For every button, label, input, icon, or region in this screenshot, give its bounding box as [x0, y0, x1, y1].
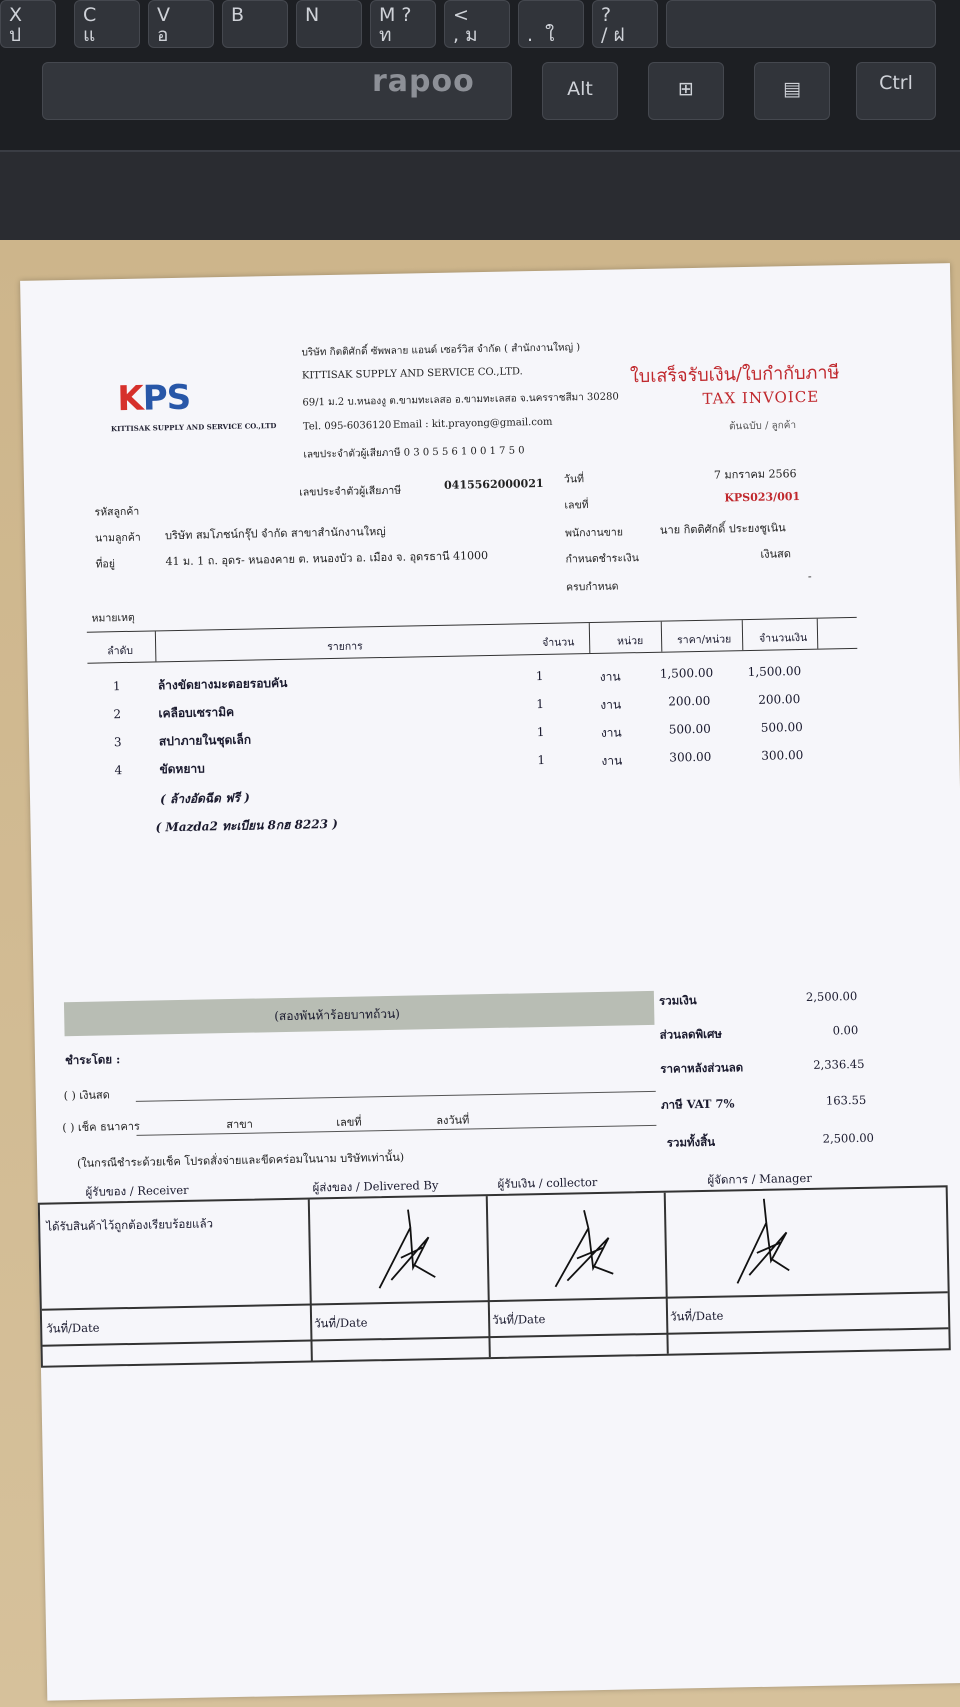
- item-note: ( ล้างอัดฉีด ฟรี ): [159, 790, 250, 807]
- received-ok-text: ได้รับสินค้าไว้ถูกต้องเรียบร้อยแล้ว: [46, 1216, 214, 1234]
- row-qty: 1: [536, 724, 545, 740]
- after-discount-value: 2,336.45: [813, 1056, 865, 1072]
- vehicle-note: ( Mazda2 ทะเบียน 8กฮ 8223 ): [155, 816, 338, 835]
- terms-value: เงินสด: [760, 547, 792, 561]
- row-price: 500.00: [668, 721, 711, 737]
- key-x: X ป: [0, 0, 56, 48]
- key-period: . ใ: [518, 0, 584, 48]
- row-price: 1,500.00: [659, 665, 714, 681]
- row-unit: งาน: [601, 753, 623, 768]
- col-divider: [661, 622, 663, 652]
- copy-label: ต้นฉบับ / ลูกค้า: [728, 420, 797, 433]
- customer-code-label: รหัสลูกค้า: [94, 505, 140, 519]
- pay-cheque-option: ( ) เช็ค ธนาคาร: [62, 1119, 140, 1135]
- sig-date-label: วันที่/Date: [314, 1315, 368, 1331]
- invoice-paper: [20, 263, 960, 1701]
- key-v: V อ: [148, 0, 214, 48]
- delivered-label: ผู้ส่งของ / Delivered By: [312, 1178, 439, 1195]
- due-label: ครบกำหนด: [565, 580, 619, 594]
- key-m: M ? ท: [370, 0, 436, 48]
- row-item: สปาภายในชุดเล็ก: [158, 732, 252, 749]
- customer-name-value: บริษัท สมโภชน์กรุ๊ป จำกัด สาขาสำนักงานใหญ่: [164, 524, 386, 543]
- receiver-label: ผู้รับของ / Receiver: [85, 1182, 189, 1199]
- col-unit: หน่วย: [617, 635, 644, 648]
- row-amount: 500.00: [760, 719, 803, 735]
- sig-date-label: วันที่/Date: [46, 1320, 100, 1336]
- col-divider: [589, 623, 591, 653]
- sales-label: พนักงานขาย: [564, 526, 624, 540]
- company-tax-id: เลขประจำตัวผู้เสียภาษี 0 3 0 5 5 6 1 0 0 1 7 5 0: [303, 445, 525, 461]
- key-n: N: [296, 0, 362, 48]
- doc-title-th: ใบเสร็จรับเงิน/ใบกำกับภาษี: [629, 362, 840, 388]
- row-no: 4: [114, 763, 123, 778]
- company-email: Email : kit.prayong@gmail.com: [392, 416, 553, 431]
- row-price: 300.00: [669, 749, 712, 765]
- row-qty: 1: [535, 668, 544, 684]
- collector-signature: [548, 1206, 620, 1292]
- discount-label: ส่วนลดพิเศษ: [659, 1026, 723, 1042]
- row-price: 200.00: [668, 693, 711, 709]
- signature-table: [38, 1185, 951, 1367]
- customer-tax-label: เลขประจำตัวผู้เสียภาษี: [299, 484, 402, 499]
- delivered-signature: [370, 1207, 442, 1293]
- keyboard-edge: [0, 150, 960, 240]
- key-alt: Alt: [542, 62, 618, 120]
- sig-divider: [308, 1200, 313, 1361]
- pay-cash-option: ( ) เงินสด: [63, 1088, 110, 1103]
- sig-divider: [486, 1196, 491, 1357]
- sig-row-line: [43, 1327, 949, 1346]
- key-ctrl: Ctrl: [856, 62, 936, 120]
- terms-label: กำหนดชำระเงิน: [565, 552, 640, 566]
- company-address: 69/1 ม.2 บ.หนองงู ต.ขามทะเลสอ อ.ขามทะเลสอ จ.นครราชสีมา 30280: [302, 391, 619, 409]
- row-amount: 300.00: [761, 747, 804, 763]
- due-value: -: [807, 569, 812, 583]
- doc-no-label: เลขที่: [564, 499, 589, 512]
- row-unit: งาน: [600, 697, 622, 712]
- row-no: 3: [113, 735, 122, 750]
- customer-tax-value: 0415562000021: [443, 476, 544, 492]
- menu-key-icon: ▤: [754, 62, 830, 120]
- col-divider: [155, 631, 157, 661]
- row-qty: 1: [536, 696, 545, 712]
- logo-subtitle: KITTISAK SUPPLY AND SERVICE CO.,LTD: [110, 421, 277, 434]
- row-no: 1: [112, 679, 121, 694]
- key-slash: ? / ฝ: [592, 0, 658, 48]
- subtotal-label: รวมเงิน: [658, 993, 697, 1008]
- keyboard-brand: rapoo: [372, 64, 475, 99]
- cheque-underline: [137, 1125, 657, 1136]
- sig-divider: [664, 1193, 669, 1354]
- manager-label: ผู้จัดการ / Manager: [707, 1170, 812, 1187]
- cheque-branch-label: สาขา: [226, 1117, 254, 1132]
- cash-underline: [136, 1091, 656, 1102]
- windows-key-icon: ⊞: [648, 62, 724, 120]
- row-amount: 200.00: [758, 692, 801, 707]
- total-value: 2,500.00: [822, 1130, 875, 1146]
- amount-in-words-banner: [64, 991, 655, 1036]
- key-b: B: [222, 0, 288, 48]
- row-unit: งาน: [599, 669, 621, 684]
- sig-date-label: วันที่/Date: [491, 1312, 546, 1328]
- row-item: ขัดหยาบ: [159, 761, 205, 777]
- company-name-en: KITTISAK SUPPLY AND SERVICE CO.,LTD.: [301, 366, 523, 382]
- col-divider: [817, 619, 819, 649]
- doc-no-value: KPS023/001: [724, 489, 801, 505]
- cheque-note: (ในกรณีชำระด้วยเช็ค โปรดสั่งจ่ายและขีดคร่อมในนาม บริษัทเท่านั้น): [76, 1150, 405, 1170]
- subtotal-value: 2,500.00: [805, 988, 858, 1004]
- row-amount: 1,500.00: [747, 664, 802, 680]
- items-table-header: [87, 617, 857, 664]
- after-discount-label: ราคาหลังส่วนลด: [660, 1060, 744, 1076]
- col-no: ลำดับ: [107, 644, 134, 658]
- collector-label: ผู้รับเงิน / collector: [497, 1175, 598, 1191]
- cheque-number-label: เลขที่: [336, 1115, 362, 1130]
- date-value: 7 มกราคม 2566: [713, 467, 797, 482]
- customer-name-label: นามลูกค้า: [94, 531, 141, 545]
- doc-title-en: TAX INVOICE: [702, 387, 820, 408]
- col-item: รายการ: [327, 640, 363, 654]
- remark-label: หมายเหตุ: [91, 611, 135, 625]
- row-qty: 1: [537, 752, 546, 768]
- row-unit: งาน: [600, 725, 622, 740]
- row-item: ล้างขัดยางมะตอยรอบคัน: [157, 675, 288, 693]
- vat-label: ภาษี VAT 7%: [660, 1096, 735, 1112]
- manager-signature: [728, 1196, 800, 1287]
- key-shift: [666, 0, 936, 48]
- total-label: รวมทั้งสิ้น: [666, 1134, 716, 1150]
- row-item: เคลือบเซรามิค: [158, 704, 235, 721]
- company-logo: KPS: [116, 377, 191, 420]
- key-comma: < , ม: [444, 0, 510, 48]
- customer-addr-value: 41 ม. 1 ถ. อุดร- หนองคาย ต. หนองบัว อ. เมือง จ. อุดรธานี 41000: [165, 548, 489, 569]
- sales-value: นาย กิตติศักดิ์ ประยงชูเนิน: [659, 521, 786, 537]
- row-no: 2: [113, 707, 122, 722]
- col-amount: จำนวนเงิน: [758, 631, 808, 645]
- cheque-date-label: ลงวันที่: [436, 1113, 470, 1128]
- col-divider: [742, 620, 744, 650]
- vat-value: 163.55: [825, 1092, 867, 1108]
- discount-value: 0.00: [832, 1022, 859, 1038]
- key-c: C แ: [74, 0, 140, 48]
- sig-date-label: วันที่/Date: [669, 1308, 724, 1324]
- col-qty: จำนวน: [542, 636, 575, 649]
- sig-row-line: [42, 1291, 948, 1310]
- date-label: วันที่: [563, 473, 585, 486]
- amount-in-words: (สองพันห้าร้อยบาทถ้วน): [274, 1006, 401, 1024]
- company-name-th: บริษัท กิตติศักดิ์ ซัพพลาย แอนด์ เซอร์วิส จำกัด ( สำนักงานใหญ่ ): [301, 342, 581, 359]
- pay-by-label: ชำระโดย :: [64, 1052, 121, 1068]
- col-price: ราคา/หน่วย: [676, 633, 732, 647]
- company-tel: Tel. 095-6036120: [302, 419, 392, 433]
- keyboard: [0, 0, 960, 250]
- customer-addr-label: ที่อยู่: [95, 558, 116, 571]
